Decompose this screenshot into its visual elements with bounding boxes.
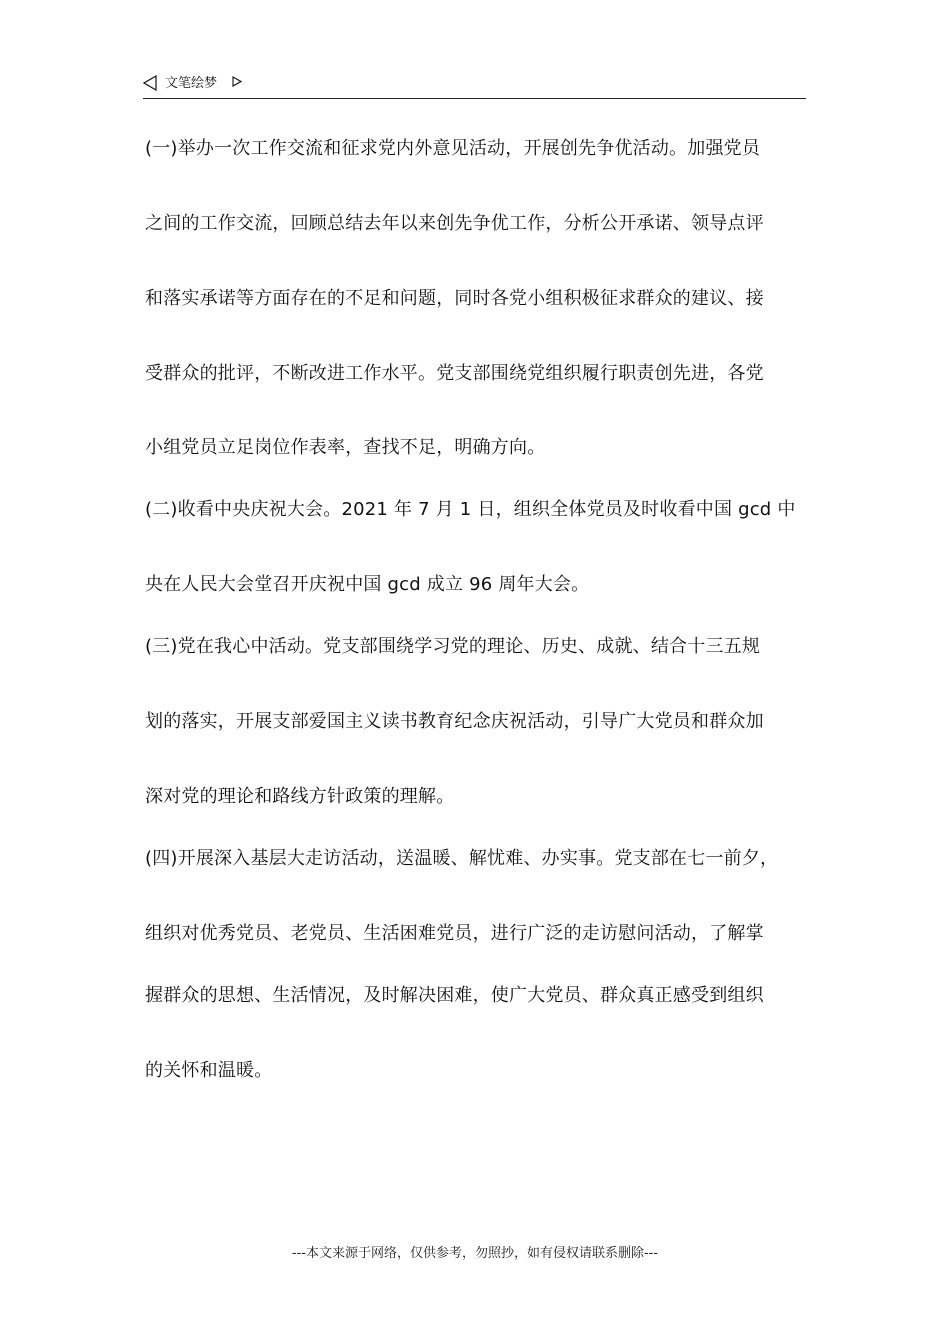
header-title: 文笔绘梦	[165, 76, 218, 91]
footer-disclaimer: ---本文来源于网络，仅供参考，勿照抄，如有侵权请联系删除---	[291, 1246, 659, 1261]
body-line: 握群众的思想、生活情况，及时解决困难，使广大党员、群众真正感受到组织	[145, 985, 764, 1006]
body-line: 深对党的理论和路线方针政策的理解。	[145, 786, 455, 807]
body-line: (二)收看中央庆祝大会。2021 年 7 月 1 日，组织全体党员及时收看中国 gcd 中	[145, 499, 796, 520]
left-triangle-icon	[143, 75, 157, 91]
body-line: (四)开展深入基层大走访活动，送温暖、解忧难、办实事。党支部在七一前夕，	[145, 848, 779, 869]
body-line: 划的落实，开展支部爱国主义读书教育纪念庆祝活动，引导广大党员和群众加	[145, 711, 764, 732]
body-line: (三)党在我心中活动。党支部围绕学习党的理论、历史、成就、结合十三五规	[145, 636, 761, 657]
body-line: 小组党员立足岗位作表率，查找不足，明确方向。	[145, 437, 546, 458]
body-line: 受群众的批评，不断改进工作水平。党支部围绕党组织履行职责创先进，各党	[145, 363, 764, 384]
body-line: (一)举办一次工作交流和征求党内外意见活动，开展创先争优活动。加强党员	[145, 138, 761, 159]
body-line: 和落实承诺等方面存在的不足和问题，同时各党小组积极征求群众的建议、接	[145, 288, 764, 309]
body-line: 组织对优秀党员、老党员、生活困难党员，进行广泛的走访慰问活动，了解掌	[145, 923, 764, 944]
body-line: 央在人民大会堂召开庆祝中国 gcd 成立 96 周年大会。	[145, 574, 590, 595]
body-line: 的关怀和温暖。	[145, 1060, 273, 1081]
right-triangle-icon	[232, 76, 242, 87]
page-header	[143, 72, 806, 99]
body-line: 之间的工作交流，回顾总结去年以来创先争优工作，分析公开承诺、领导点评	[145, 213, 764, 234]
